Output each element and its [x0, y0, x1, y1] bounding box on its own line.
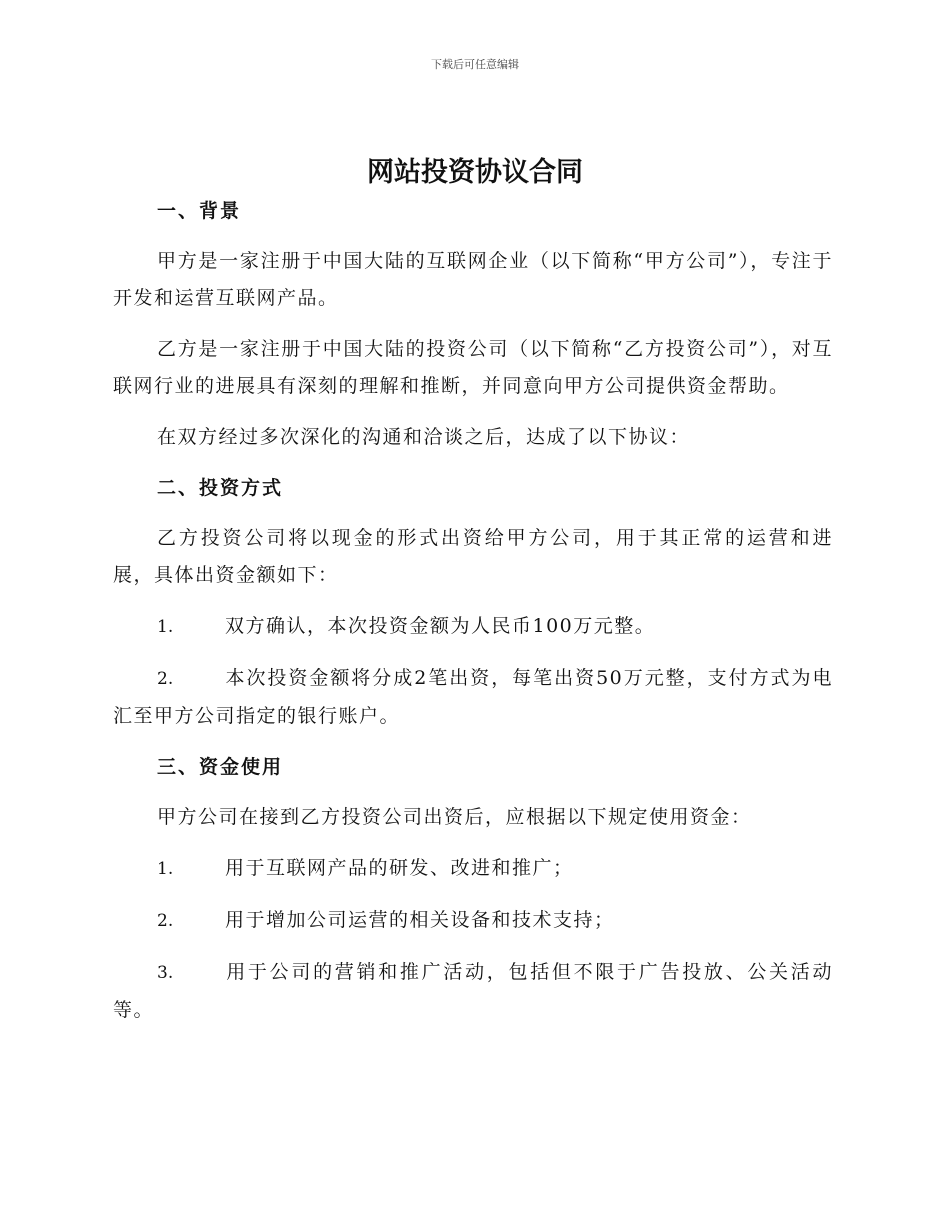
list-item: [113, 954, 833, 1029]
list-item-text: 用于互联网产品的研发、改进和推广；: [225, 857, 574, 879]
section-heading-investment-method: 二、投资方式: [157, 477, 284, 499]
list-item: [113, 660, 833, 735]
document-body: [113, 193, 833, 1043]
list-item-number: 3.: [157, 963, 174, 983]
list-item-text: 本次投资金额将分成2笔出资，每笔出资50万元整，支付方式为电汇至甲方公司指定的银行账户。: [113, 667, 833, 727]
list-item-number: 1.: [157, 617, 174, 637]
page-header-note: 下载后可任意编辑: [431, 58, 519, 71]
list-item: [113, 608, 833, 646]
paragraph-fund-usage: 甲方公司在接到乙方投资公司出资后，应根据以下规定使用资金：: [157, 806, 752, 828]
paragraph-party-a: 甲方是一家注册于中国大陆的互联网企业（以下简称“甲方公司”），专注于开发和运营互联网产品。: [113, 250, 833, 309]
list-item-text: 用于公司的营销和推广活动，包括但不限于广告投放、公关活动等。: [113, 961, 833, 1021]
list-item-number: 1.: [157, 859, 174, 879]
paragraph-investment-method: 乙方投资公司将以现金的形式出资给甲方公司，用于其正常的运营和进展，具体出资金额如下：: [113, 527, 833, 586]
section-heading-background: 一、背景: [157, 200, 242, 222]
list-item: [113, 850, 833, 888]
paragraph-party-b: 乙方是一家注册于中国大陆的投资公司（以下简称“乙方投资公司”），对互联网行业的进展具有深刻的理解和推断，并同意向甲方公司提供资金帮助。: [113, 338, 833, 397]
list-item-text: 双方确认，本次投资金额为人民币100万元整。: [225, 615, 656, 637]
list-item-text: 用于增加公司运营的相关设备和技术支持；: [225, 909, 615, 931]
paragraph-agreement-intro: 在双方经过多次深化的沟通和洽谈之后，达成了以下协议：: [157, 426, 691, 448]
list-item-number: 2.: [157, 669, 174, 689]
section-heading-fund-usage: 三、资金使用: [157, 756, 284, 778]
list-item: [113, 902, 833, 940]
document-title: 网站投资协议合同: [367, 157, 583, 188]
list-item-number: 2.: [157, 911, 174, 931]
